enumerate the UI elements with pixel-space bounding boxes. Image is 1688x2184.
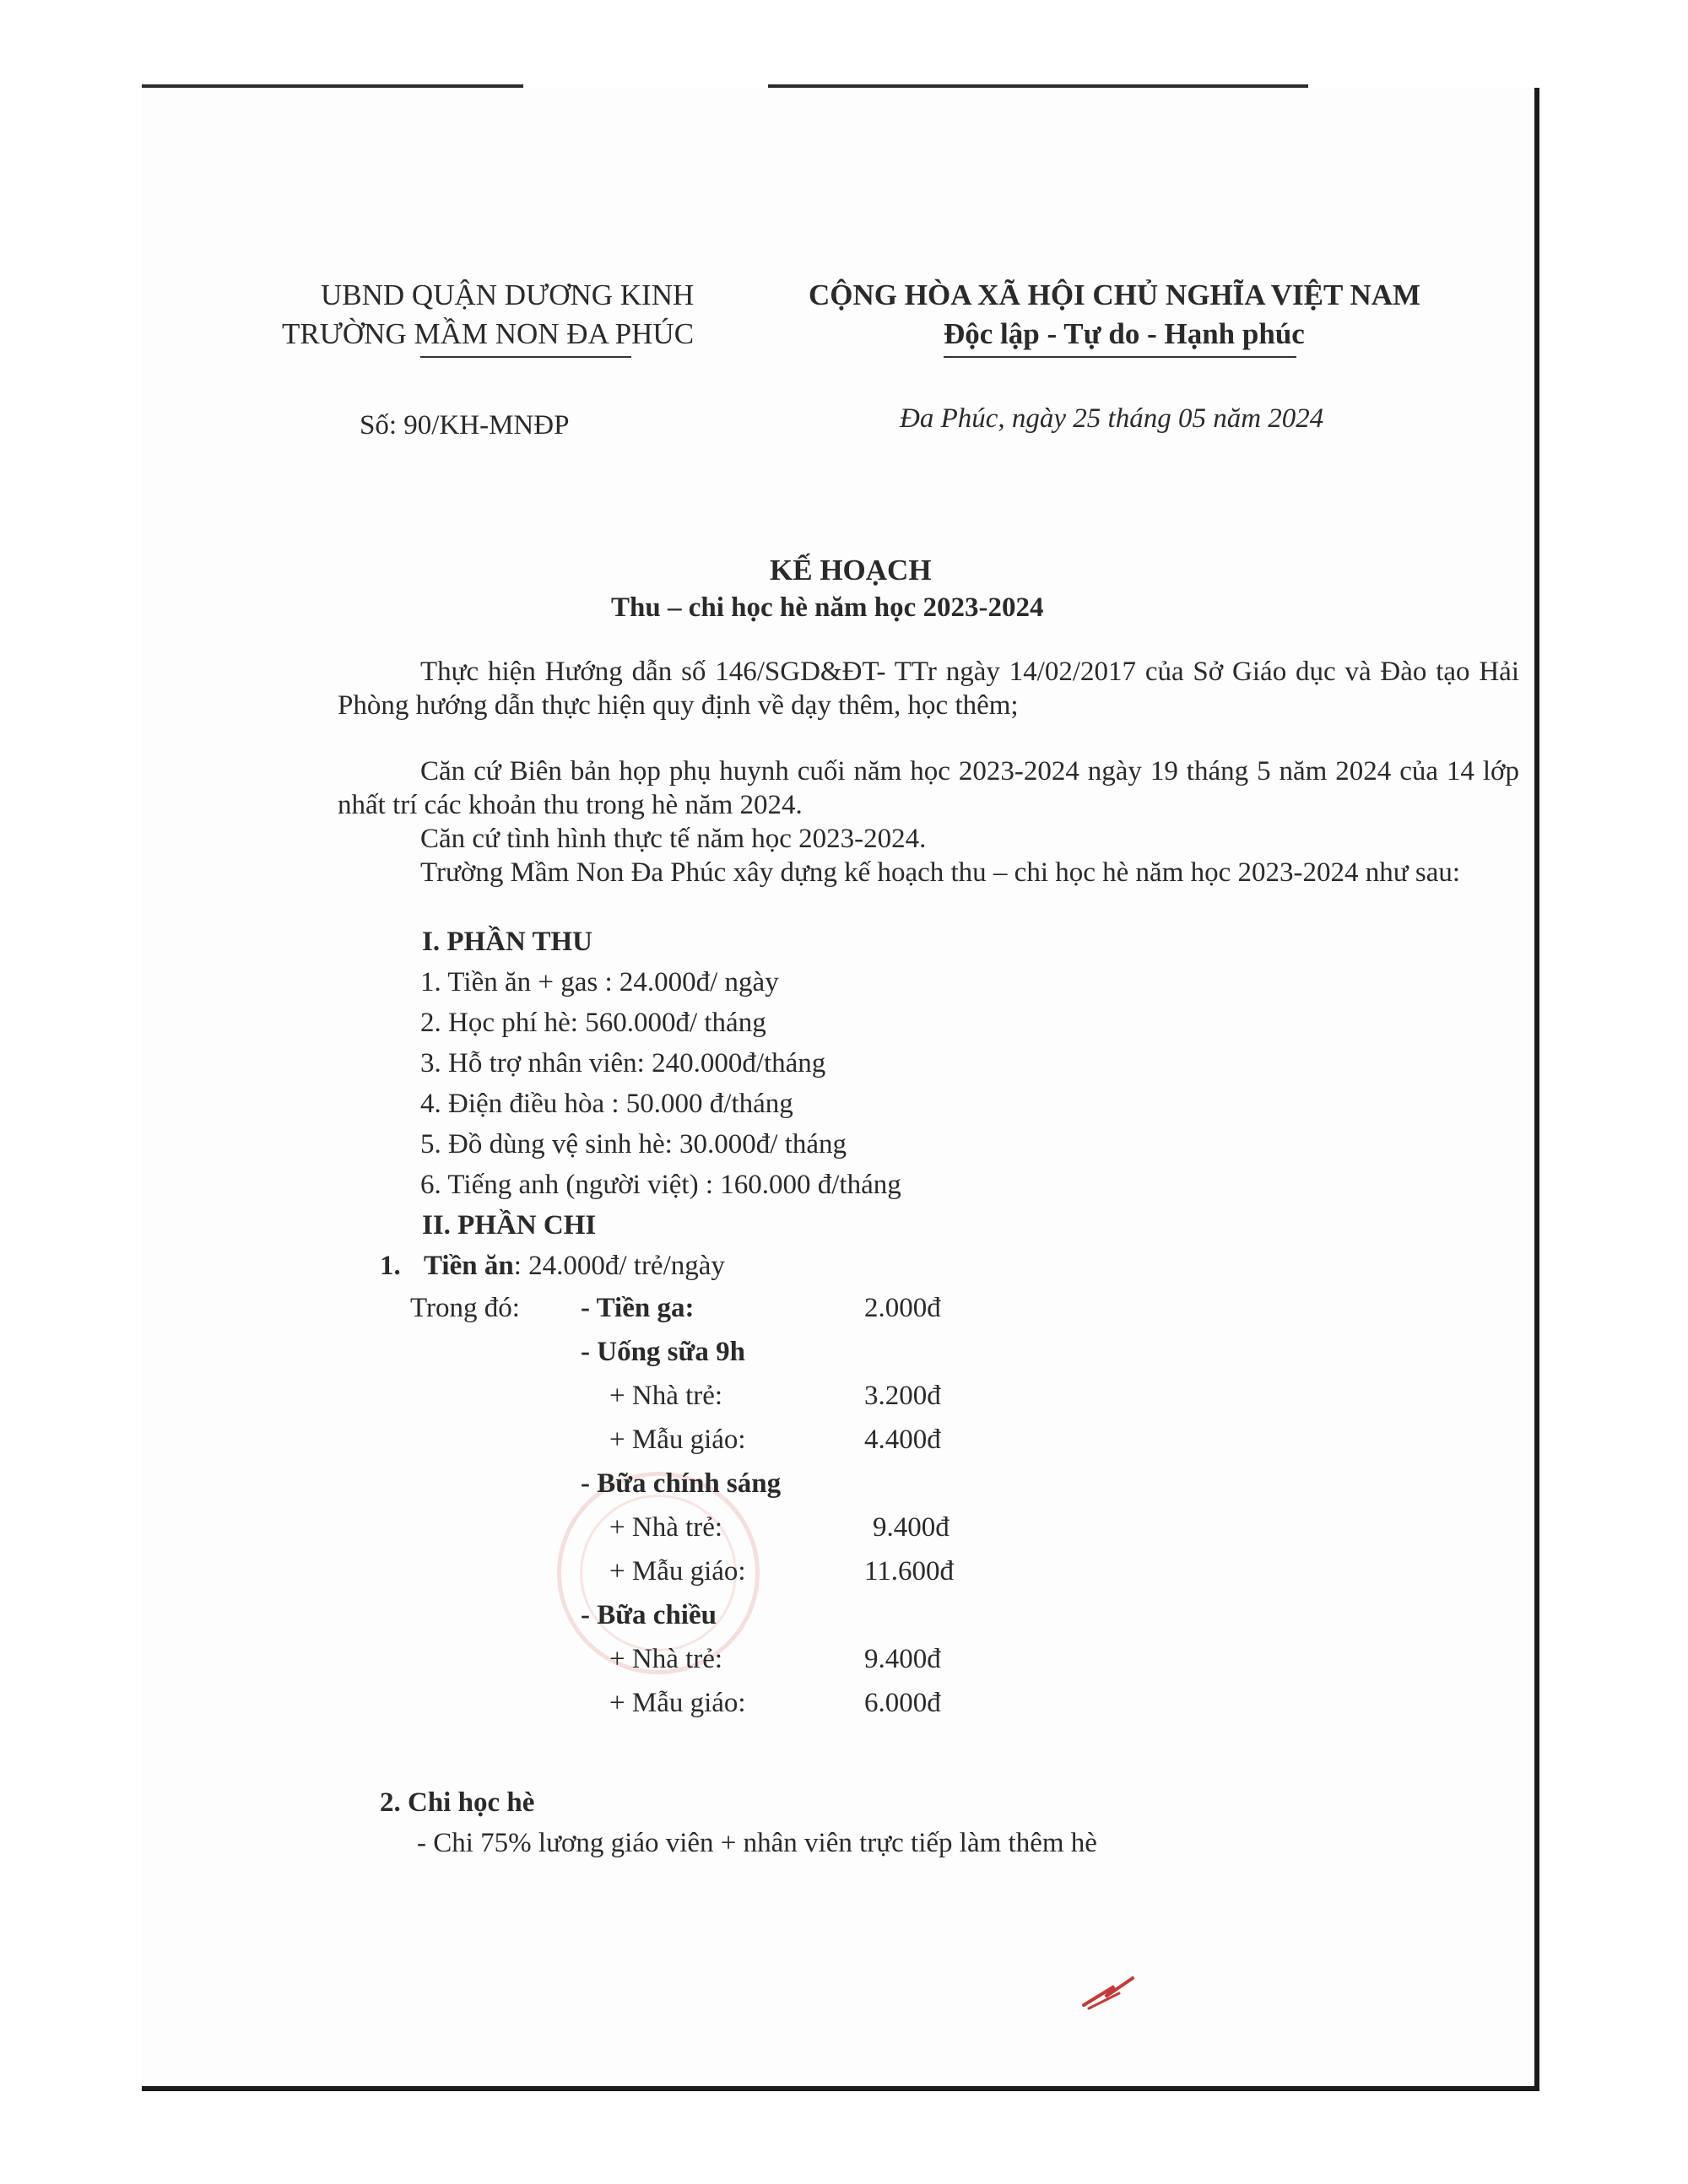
- paragraph-situation: Căn cứ tình hình thực tế năm học 2023-2024.: [420, 824, 927, 854]
- document-subtitle: Thu – chi học hè năm học 2023-2024: [611, 592, 1044, 623]
- gas-label: - Tiền ga:: [581, 1293, 695, 1323]
- lunch-nursery-value: 9.400đ: [873, 1512, 950, 1543]
- milk-kinder-label: + Mẫu giáo:: [609, 1424, 746, 1455]
- motto-underline: [944, 356, 1296, 358]
- revenue-item: 3. Hỗ trợ nhân viên: 240.000đ/tháng: [420, 1048, 826, 1078]
- school-name-underline: [420, 356, 631, 358]
- signature-mark: [1080, 1971, 1139, 2014]
- expense-item1: [424, 1249, 725, 1283]
- milk-kinder-value: 4.400đ: [864, 1424, 941, 1455]
- national-title: CỘNG HÒA XÃ HỘI CHỦ NGHĨA VIỆT NAM: [809, 278, 1421, 311]
- revenue-item: 6. Tiếng anh (người việt) : 160.000 đ/tháng: [420, 1170, 901, 1200]
- national-motto: Độc lập - Tự do - Hạnh phúc: [944, 317, 1305, 350]
- authority-name: UBND QUẬN DƯƠNG KINH: [321, 278, 695, 311]
- revenue-item: 5. Đồ dùng vệ sinh hè: 30.000đ/ tháng: [420, 1129, 847, 1160]
- paragraph-parent-meeting: Căn cứ Biên bản họp phụ huynh cuối năm học 2023-2024 ngày 19 tháng 5 năm 2024 của 14 lớp nhất trí các khoản thu trong hè năm 2024.: [338, 756, 1519, 820]
- expense-item2-line: - Chi 75% lương giáo viên + nhân viên trực tiếp làm thêm hè: [417, 1828, 1097, 1858]
- expense-item1-label: Tiền ăn: [424, 1251, 514, 1281]
- school-name: TRƯỜNG MẦM NON ĐA PHÚC: [282, 317, 695, 350]
- reference-number: Số: 90/KH-MNĐP: [360, 410, 570, 441]
- revenue-item: 4. Điện điều hòa : 50.000 đ/tháng: [420, 1089, 793, 1119]
- date-line: Đa Phúc, ngày 25 tháng 05 năm 2024: [900, 403, 1324, 434]
- afternoon-label: - Bữa chiều: [581, 1600, 717, 1630]
- lunch-nursery-label: + Nhà trẻ:: [609, 1512, 723, 1543]
- paragraph-plan-intro: Trường Mầm Non Đa Phúc xây dựng kế hoạch thu – chi học hè năm học 2023-2024 như sau:: [420, 857, 1461, 888]
- afternoon-nursery-value: 9.400đ: [864, 1644, 941, 1674]
- afternoon-kinder-label: + Mẫu giáo:: [609, 1688, 746, 1718]
- section-expense-heading: II. PHẦN CHI: [422, 1210, 597, 1241]
- lunch-kinder-label: + Mẫu giáo:: [609, 1556, 746, 1587]
- milk-label: - Uống sữa 9h: [581, 1337, 745, 1367]
- breakdown-intro: Trong đó:: [410, 1293, 520, 1323]
- revenue-item: 2. Học phí hè: 560.000đ/ tháng: [420, 1008, 766, 1038]
- lunch-kinder-value: 11.600đ: [864, 1556, 955, 1587]
- expense-item1-number: 1.: [380, 1251, 401, 1281]
- milk-nursery-label: + Nhà trẻ:: [609, 1381, 723, 1411]
- afternoon-nursery-label: + Nhà trẻ:: [609, 1644, 723, 1674]
- section-revenue-heading: I. PHẦN THU: [422, 927, 592, 957]
- gas-value: 2.000đ: [864, 1293, 941, 1323]
- lunch-label: - Bữa chính sáng: [581, 1468, 782, 1499]
- afternoon-kinder-value: 6.000đ: [864, 1688, 941, 1718]
- expense-item2-heading: 2. Chi học hè: [380, 1787, 535, 1818]
- document-page: [142, 88, 1539, 2091]
- document-title: KẾ HOẠCH: [770, 554, 932, 587]
- paragraph-guidance: Thực hiện Hướng dẫn số 146/SGD&ĐT- TTr ngày 14/02/2017 của Sở Giáo dục và Đào tạo Hải Phòng hướng dẫn thực hiện quy định về dạy thêm, học thêm;: [338, 657, 1519, 721]
- milk-nursery-value: 3.200đ: [864, 1381, 941, 1411]
- expense-item1-value: : 24.000đ/ trẻ/ngày: [513, 1251, 725, 1281]
- revenue-item: 1. Tiền ăn + gas : 24.000đ/ ngày: [420, 967, 779, 997]
